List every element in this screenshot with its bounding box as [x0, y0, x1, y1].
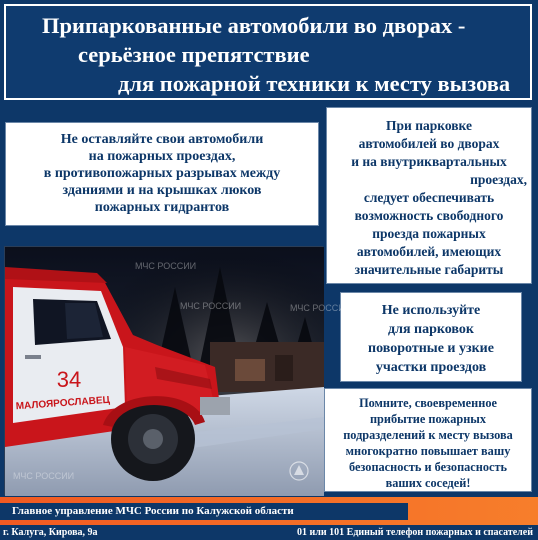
card-line: безопасность и безопасность — [348, 460, 507, 474]
card-line: автомобилей, имеющих — [356, 244, 502, 259]
card-line: в противопожарных разрывах между — [43, 166, 281, 181]
title-line-1: Припаркованные автомобили во дворах - — [42, 13, 466, 38]
footer-orange-band — [0, 497, 538, 525]
truck-city-label: МАЛОЯРОСЛАВЕЦ — [15, 394, 111, 413]
footer-contacts — [0, 525, 538, 539]
card-line: Помните, своевременное — [359, 396, 497, 410]
card-line: возможность свободного — [354, 208, 504, 223]
emergency-phone: 01 или 101 Единый телефон пожарных и спасателей — [297, 527, 533, 538]
info-card-parking-in-yards — [326, 107, 532, 284]
card-line: прибытие пожарных — [369, 412, 487, 426]
truck-number: 34 — [56, 367, 82, 392]
info-card-remember-safety — [324, 388, 532, 492]
card-line: и на внутриквартальных — [351, 154, 507, 169]
card-line: многократно повышает вашу — [345, 444, 511, 458]
title-line-3: для пожарной техники к месту вызова — [118, 71, 511, 96]
card-line: подразделений к месту вызова — [343, 428, 513, 442]
card-line: участки проездов — [375, 360, 487, 375]
address: г. Калуга, Кирова, 9а — [3, 527, 98, 538]
info-card-no-turn-parking — [340, 292, 522, 382]
watermark: МЧС РОССИИ — [180, 301, 242, 311]
card-line: пожарных гидрантов — [94, 200, 230, 215]
card-line: проездах, — [470, 172, 527, 187]
fire-truck-photo — [4, 246, 352, 495]
organization-name: Главное управление МЧС России по Калужской области — [12, 505, 294, 517]
title-banner — [4, 4, 532, 100]
watermark: МЧС РОССИИ — [135, 261, 197, 271]
info-card-no-parking-passages — [5, 122, 319, 226]
card-line: поворотные и узкие — [368, 341, 494, 356]
watermark: МЧС РОССИИ — [13, 471, 75, 481]
card-line: зданиями и на крышках люков — [62, 183, 262, 198]
card-line: Не используйте — [381, 303, 481, 318]
card-line: проезда пожарных — [372, 226, 486, 241]
card-line: ваших соседей! — [385, 476, 471, 490]
fire-truck-illustration — [5, 247, 352, 496]
card-line: для парковок — [388, 322, 474, 337]
card-line: автомобилей во дворах — [358, 136, 500, 151]
title-line-2: серьёзное препятствие — [78, 42, 310, 67]
building — [210, 342, 324, 392]
card-line: значительные габариты — [354, 262, 504, 277]
card-line: При парковке — [386, 118, 472, 133]
card-line: на пожарных проездах, — [88, 149, 236, 164]
card-line: Не оставляйте свои автомобили — [60, 132, 264, 147]
card-line: следует обеспечивать — [363, 190, 495, 205]
watermark: МЧС РОССИИ — [290, 303, 352, 313]
